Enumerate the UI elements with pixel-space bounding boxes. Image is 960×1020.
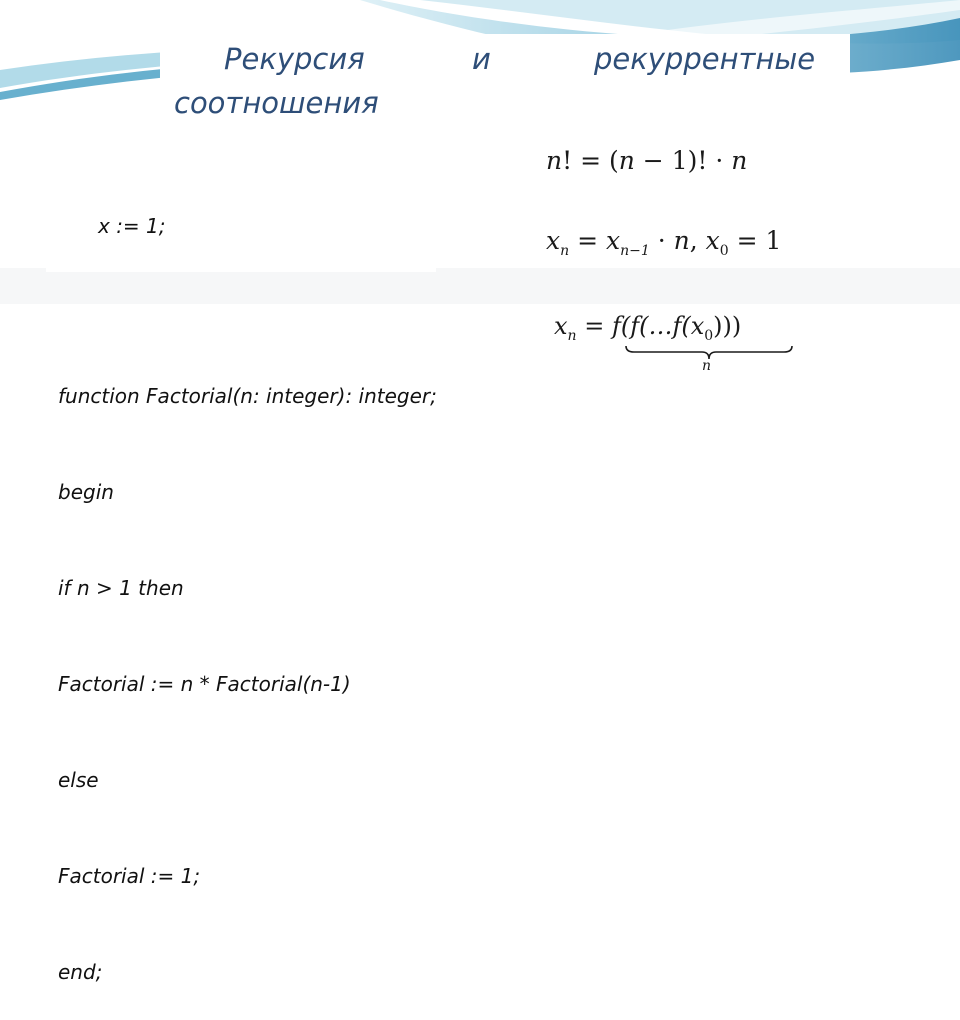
- recurrence-formula: $x_n = x_{n-1} \cdot n$, $x_0 = 1$: [546, 226, 782, 259]
- recurrence-formula-box: [530, 218, 870, 268]
- title-line-2: соотношения: [174, 86, 379, 120]
- title-word-3: рекуррентные: [594, 42, 816, 76]
- code-line: Factorial := n * Factorial(n-1): [58, 672, 351, 696]
- code-line: if n > 1 then: [58, 576, 184, 600]
- code-line: function Factorial(n: integer): integer;: [58, 384, 437, 408]
- underbrace-label: n: [702, 358, 712, 374]
- factorial-formula-box: [530, 140, 860, 186]
- code-line: x := 1;: [98, 214, 166, 238]
- factorial-formula: n! = (n − 1)! · n: [546, 146, 748, 175]
- slide-title: [160, 34, 850, 126]
- code-line: Factorial := 1;: [58, 864, 201, 888]
- iteration-formula-box: [540, 304, 884, 384]
- title-word-1: Рекурсия: [224, 42, 365, 76]
- code-line: begin: [58, 480, 114, 504]
- loop-code-block: [46, 138, 436, 272]
- iteration-formula: $x_n$ = $f(f(\dots f(x_0)))$: [554, 312, 742, 344]
- code-line: end;: [58, 960, 103, 984]
- code-line: else: [58, 768, 99, 792]
- title-word-2: и: [472, 42, 491, 76]
